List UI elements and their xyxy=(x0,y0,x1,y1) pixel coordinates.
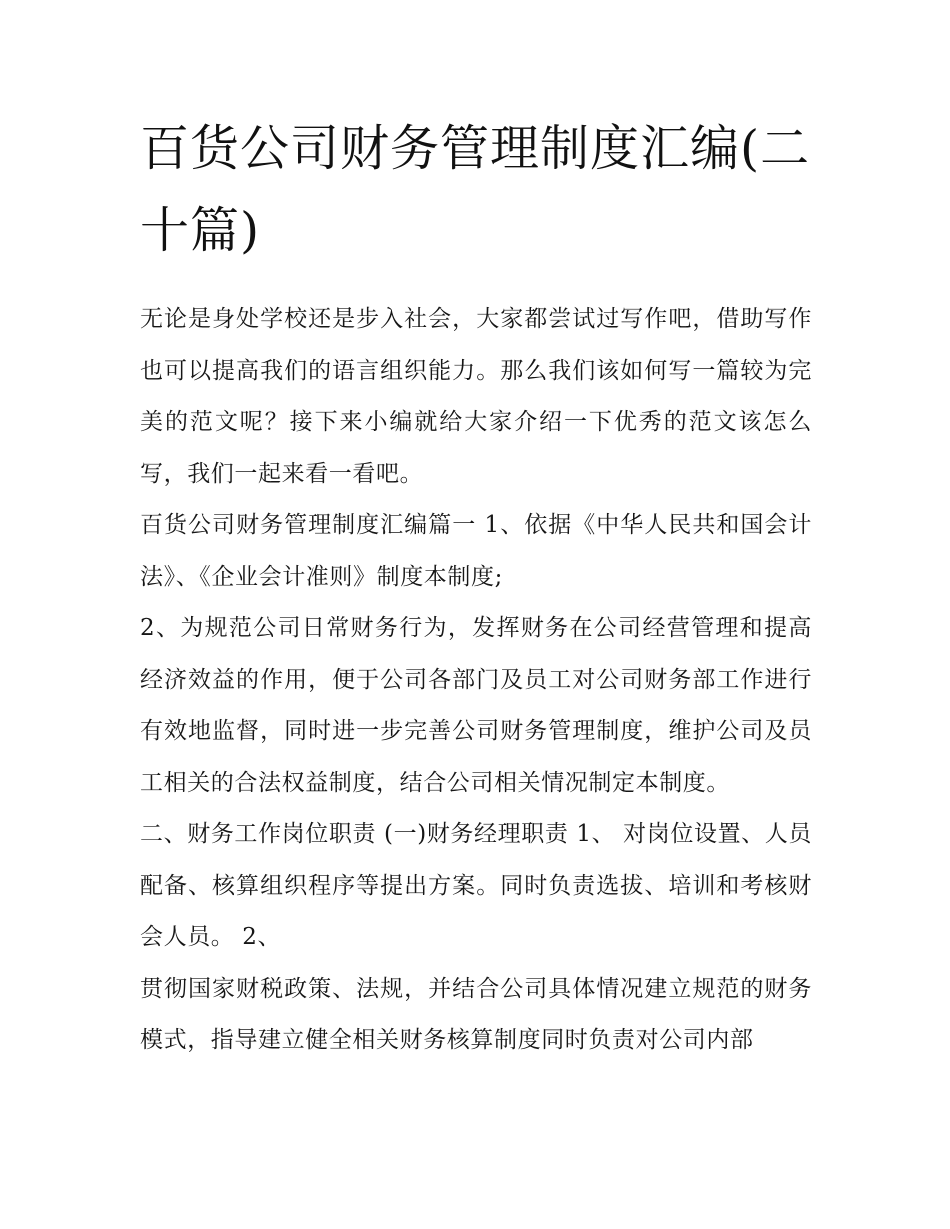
document-page xyxy=(140,108,812,1067)
paragraph-purpose: 2、为规范公司日常财务行为，发挥财务在公司经营管理和提高经济效益的作用，便于公司各部门及员工对公司财务部工作进行有效地监督，同时进一步完善公司财务管理制度，维护公司及员工相关的合法权益制度，结合公司相关情况制定本制度。 xyxy=(140,615,812,796)
paragraph-section-one: 百货公司财务管理制度汇编篇一 1、依据《中华人民共和国会计法》、《企业会计准则》制度本制度; xyxy=(140,512,812,590)
document-title: 百货公司财务管理制度汇编(二十篇) xyxy=(140,120,811,259)
paragraph-tax-policy: 贯彻国家财税政策、法规，并结合公司具体情况建立规范的财务模式，指导建立健全相关财务核算制度同时负责对公司内部 xyxy=(140,975,812,1053)
paragraph-finance-manager-duties: 二、财务工作岗位职责 (一)财务经理职责 1、 对岗位设置、人员配备、核算组织程序等提出方案。同时负责选拔、培训和考核财会人员。 2、 xyxy=(140,821,812,950)
paragraph-intro: 无论是身处学校还是步入社会，大家都尝试过写作吧，借助写作也可以提高我们的语言组织能力。那么我们该如何写一篇较为完美的范文呢？接下来小编就给大家介绍一下优秀的范文该怎么写，我们一起来看一看吧。 xyxy=(140,306,812,487)
